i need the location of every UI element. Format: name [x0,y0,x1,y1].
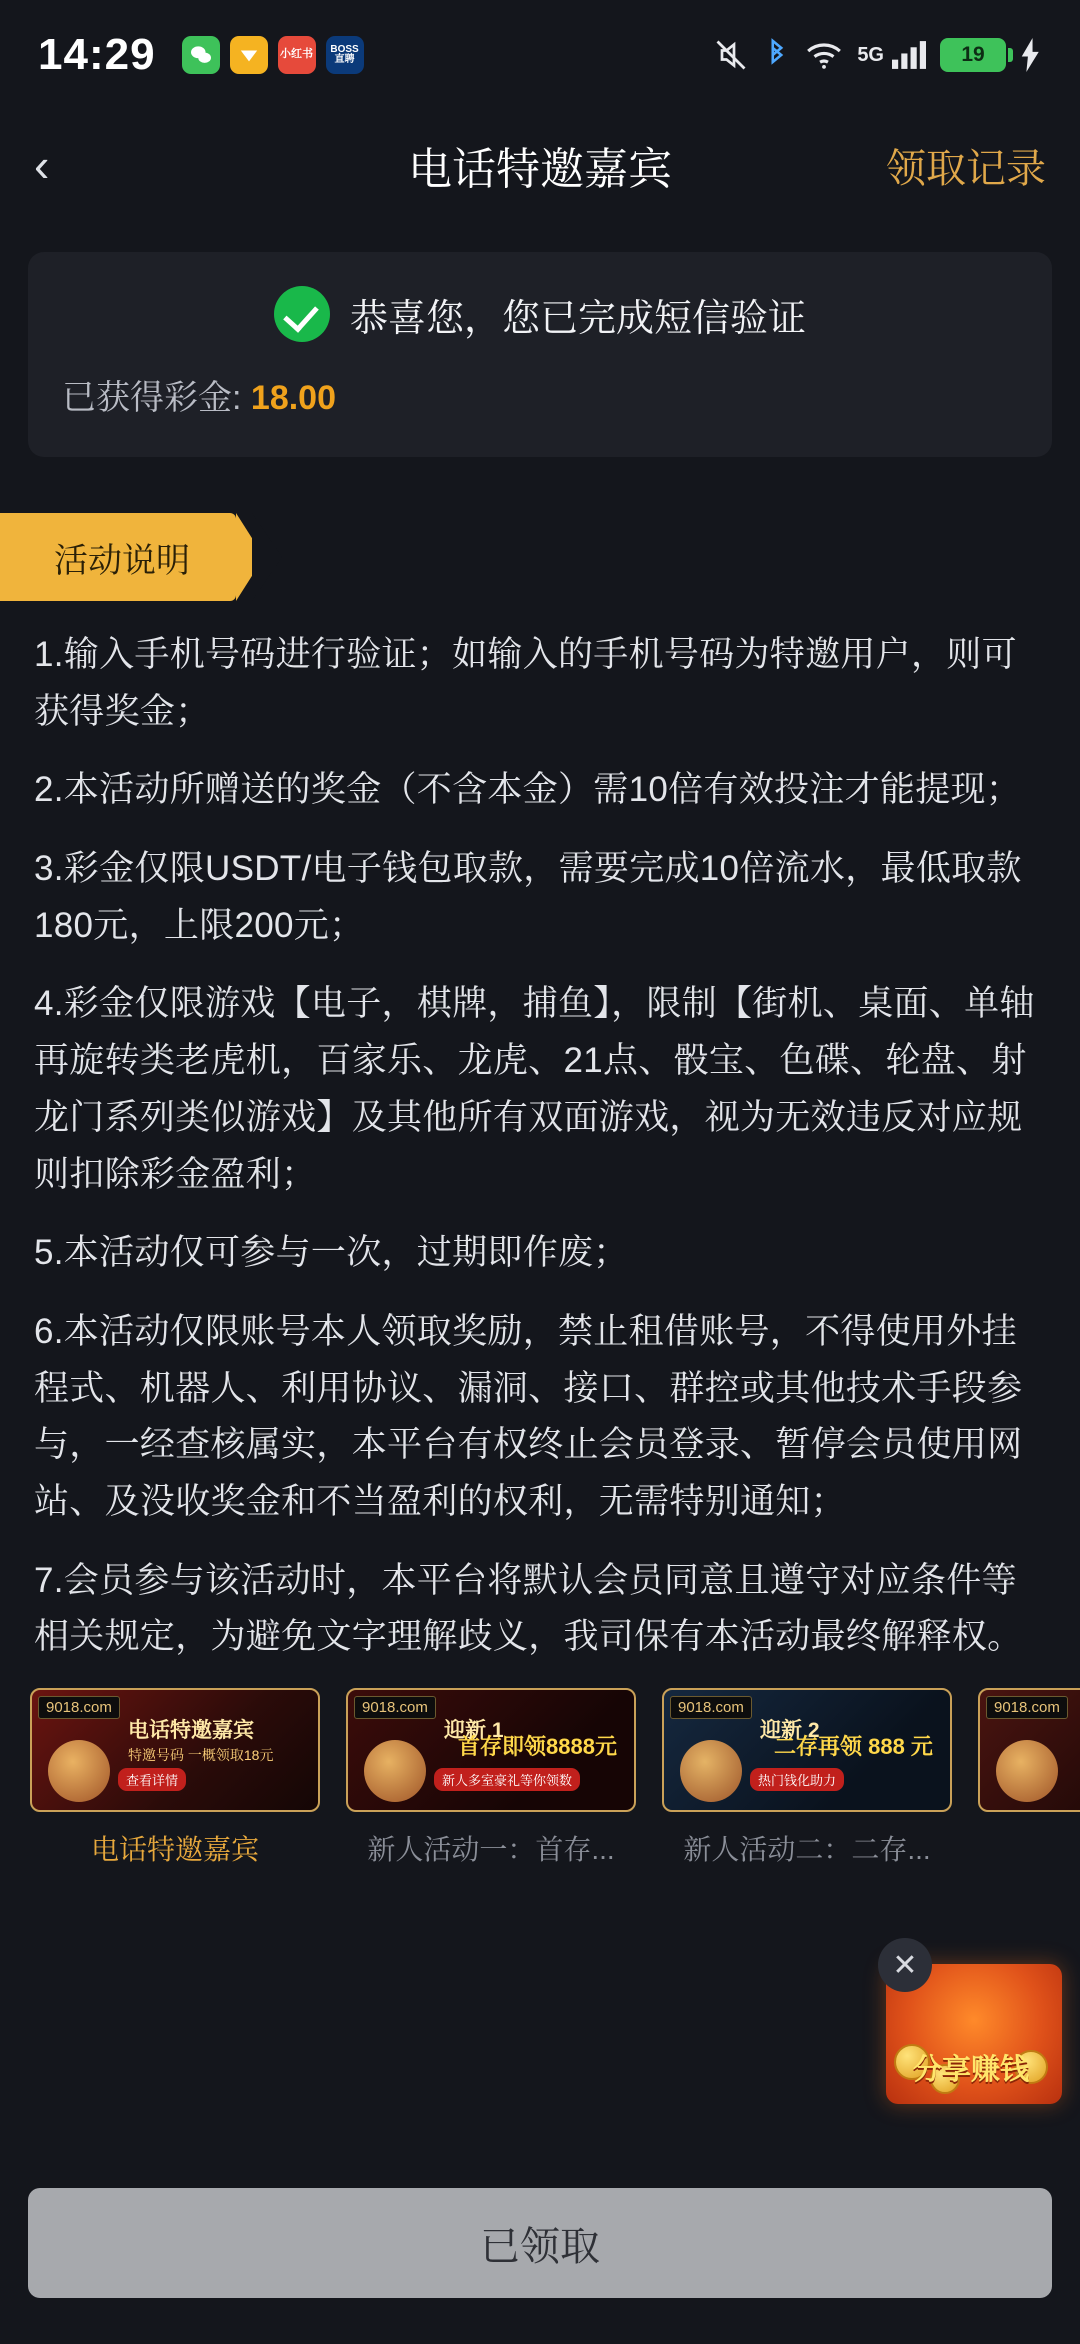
rule-item: 5.本活动仅可参与一次，过期即作废； [34,1233,629,1273]
status-bar [0,0,1080,110]
rule-item: 2.本活动所赠送的奖金（不含本金）需10倍有效投注才能提现； [34,770,1022,810]
promo-label: 新人活动二：二存... [683,1834,931,1865]
site-tag: 9018.com [986,1696,1068,1719]
floating-share-widget[interactable] [878,1938,1064,2108]
bonus-label: 已获得彩金: [62,379,242,417]
promo-banner-item[interactable] [662,1688,952,1868]
battery-level: 19 [940,38,1006,72]
promo-title: 迎新 2 [760,1719,820,1742]
verification-result-card [28,252,1052,457]
ribbon-notch [252,513,282,601]
promo-banner-item[interactable] [346,1688,636,1868]
promo-thumbnail[interactable] [30,1688,320,1812]
wallet-icon [230,36,268,74]
promo-thumbnail[interactable] [978,1688,1080,1812]
success-check-icon [274,286,330,342]
promo-badge: 热门钱化助力 [750,1768,844,1791]
rule-item: 7.会员参与该活动时，本平台将默认会员同意且遵守对应条件等相关规定，为避免文字理解歧义，我司保有本活动最终解释权。 [34,1560,1023,1657]
bonus-line [62,370,1018,419]
bluetooth-icon [763,38,791,72]
promo-badge: 新人多室豪礼等你领数 [434,1768,580,1791]
wifi-icon [805,40,843,70]
promo-title: 迎新 1 [444,1719,504,1742]
xiaohongshu-icon: 小红书 [278,36,316,74]
status-indicators [713,37,1042,73]
bonus-amount: 18.00 [250,379,336,417]
bottom-action-bar [0,2162,1080,2344]
promo-banner-item[interactable] [978,1688,1080,1868]
boss-icon: BOSS直聘 [326,36,364,74]
site-tag: 9018.com [38,1696,120,1719]
rule-item: 1.输入手机号码进行验证；如输入的手机号码为特邀用户，则可获得奖金； [34,635,1017,731]
promo-thumbnail[interactable] [346,1688,636,1812]
site-tag: 9018.com [354,1696,436,1719]
promo-banner-item[interactable] [30,1688,320,1868]
wechat-icon [182,36,220,74]
promo-subtitle: 首存即领8888元 [458,1734,617,1759]
back-button[interactable]: ‹ [34,139,50,191]
status-time: 14:29 [38,30,156,79]
rule-item: 4.彩金仅限游戏【电子，棋牌，捕鱼】，限制【街机、桌面、单轴再旋转类老虎机，百家乐、龙虎、21点、骰宝、色碟、轮盘、射龙门系列类似游戏】及其他所有双面游戏，视为无效违反对应规则扣除彩金盈利； [34,984,1035,1194]
promo-art-icon [680,1740,742,1802]
promo-subtitle: 二存再领 888 元 [774,1734,933,1759]
promo-art-icon [996,1740,1058,1802]
site-tag: 9018.com [670,1696,752,1719]
mute-icon [713,37,749,73]
rule-item: 6.本活动仅限账号本人领取奖励，禁止租借账号，不得使用外挂程式、机器人、利用协议、漏洞、接口、群控或其他技术手段参与，一经查核属实，本平台有权终止会员登录、暂停会员使用网站、及没收奖金和不当盈利的权利，无需特别通知； [34,1311,1023,1521]
page-title: 电话特邀嘉宾 [408,145,672,194]
share-label: 分享赚钱 [912,2054,1029,2086]
promo-thumbnail[interactable] [662,1688,952,1812]
claim-records-link[interactable]: 领取记录 [886,146,1046,191]
network-type-label: 5G [857,43,884,66]
promo-label: 新人活动一：首存... [367,1834,615,1865]
section-ribbon: 活动说明 [0,513,236,601]
rules-list [0,601,1080,1666]
section-ribbon-wrap [0,513,1080,601]
close-icon[interactable]: ✕ [878,1938,932,1992]
result-message: 恭喜您，您已完成短信验证 [349,297,806,340]
nav-bar [0,110,1080,220]
signal-icon [892,40,926,70]
promo-title: 电话特邀嘉宾 [128,1719,254,1742]
claim-button[interactable]: 已领取 [28,2188,1052,2298]
promo-label: 电话特邀嘉宾 [90,1834,259,1865]
result-header [62,286,1018,342]
promo-art-icon [364,1740,426,1802]
rule-item: 3.彩金仅限USDT/电子钱包取款，需要完成10倍流水，最低取款180元，上限200元； [34,849,1022,945]
promo-banner-strip[interactable] [0,1688,1080,1868]
status-app-icons [182,36,364,74]
promo-art-icon [48,1740,110,1802]
promo-badge: 查看详情 [118,1768,186,1791]
charging-bolt-icon [1020,38,1042,72]
promo-subtitle: 特邀号码 一概领取18元 [128,1747,274,1763]
